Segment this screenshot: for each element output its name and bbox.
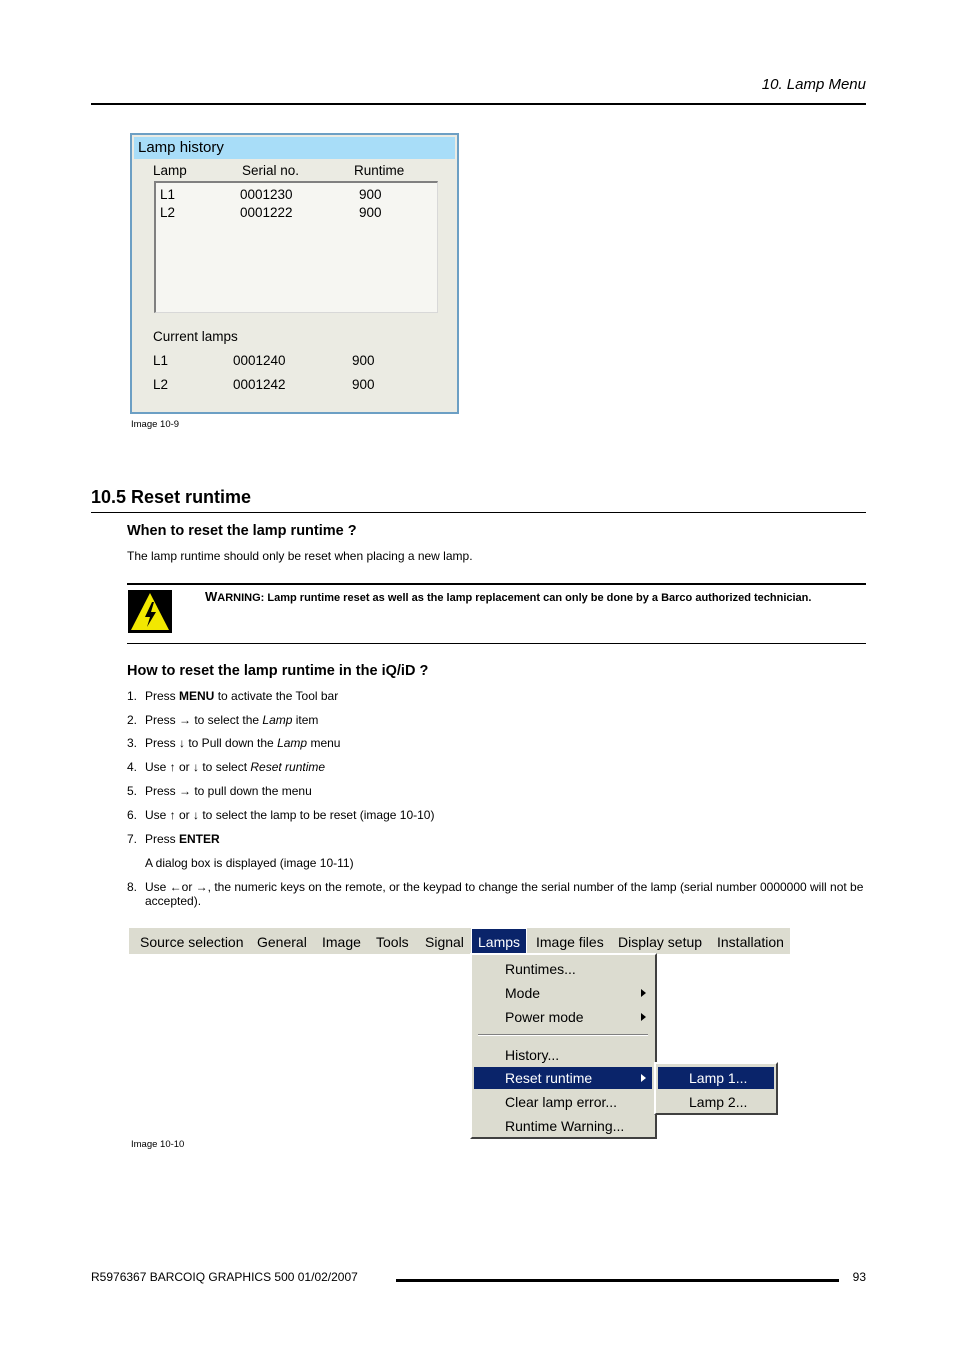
history-serial: 0001230 bbox=[240, 187, 293, 202]
step-text: Press ENTER bbox=[145, 832, 220, 846]
warning-lightning-icon bbox=[128, 590, 172, 633]
menu-tools[interactable]: Tools bbox=[376, 934, 409, 950]
step-text: Press → to select the Lamp item bbox=[145, 713, 319, 727]
step-number: 7. bbox=[127, 832, 138, 846]
dropdown-reset-runtime[interactable]: Reset runtime bbox=[474, 1067, 652, 1089]
step-text: Press → to pull down the menu bbox=[145, 784, 312, 798]
dropdown-mode[interactable]: Mode bbox=[474, 982, 652, 1004]
warning-label: ARNING: bbox=[217, 592, 265, 604]
lamp-history-dialog bbox=[130, 133, 459, 414]
warning-top-rule bbox=[127, 583, 866, 585]
step-number: 8. bbox=[127, 880, 138, 894]
section-heading: 10.5 Reset runtime bbox=[91, 487, 252, 507]
menu-signal[interactable]: Signal bbox=[425, 934, 464, 950]
menu-installation[interactable]: Installation bbox=[717, 934, 784, 950]
menu-separator bbox=[478, 1034, 648, 1036]
warning-body: Lamp runtime reset as well as the lamp replacement can only be done by a Barco authorized technician. bbox=[264, 592, 812, 604]
step-number: 5. bbox=[127, 784, 138, 798]
step-number: 3. bbox=[127, 736, 138, 750]
dropdown-power-mode[interactable]: Power mode bbox=[474, 1006, 652, 1028]
current-lamps-label: Current lamps bbox=[153, 329, 238, 344]
history-lamp: L2 bbox=[160, 205, 176, 220]
subheading-how: How to reset the lamp runtime in the iQ/iD ? bbox=[127, 663, 429, 679]
lamps-dropdown bbox=[470, 953, 657, 1139]
current-serial: 0001242 bbox=[233, 377, 286, 392]
dropdown-runtimes[interactable]: Runtimes... bbox=[505, 961, 576, 977]
menu-bar bbox=[129, 928, 790, 954]
dropdown-clear-lamp-error[interactable]: Clear lamp error... bbox=[505, 1094, 618, 1110]
current-lamp: L1 bbox=[153, 353, 169, 368]
history-runtime: 900 bbox=[359, 205, 382, 220]
menu-general[interactable]: General bbox=[257, 934, 307, 950]
column-header-lamp: Lamp bbox=[153, 163, 187, 178]
column-header-serial: Serial no. bbox=[242, 163, 300, 178]
history-runtime: 900 bbox=[359, 187, 382, 202]
footer-rule bbox=[396, 1279, 839, 1282]
submenu-lamp-1[interactable]: Lamp 1... bbox=[658, 1067, 774, 1089]
step-number: 4. bbox=[127, 760, 138, 774]
dropdown-history[interactable]: History... bbox=[505, 1047, 560, 1063]
image-caption: Image 10-10 bbox=[131, 1139, 185, 1150]
warning-initial: W bbox=[205, 589, 218, 604]
current-lamp: L2 bbox=[153, 377, 169, 392]
submenu-lamp-2[interactable]: Lamp 2... bbox=[689, 1094, 748, 1110]
step-text: Press ↓ to Pull down the Lamp menu bbox=[145, 736, 341, 750]
history-lamp: L1 bbox=[160, 187, 176, 202]
step-text: Use ↑ or ↓ to select the lamp to be reset (image 10-10) bbox=[145, 808, 435, 822]
subheading-when: When to reset the lamp runtime ? bbox=[127, 523, 357, 539]
page-number: 93 bbox=[852, 1270, 866, 1284]
menu-image-files[interactable]: Image files bbox=[536, 934, 604, 950]
step-text: Use ↑ or ↓ to select Reset runtime bbox=[145, 760, 326, 774]
history-list[interactable] bbox=[154, 181, 438, 313]
step-text: Use ←or →, the numeric keys on the remote, or the keypad to change the serial number of the lamp (serial number 0000000 will not be accepted). bbox=[145, 880, 864, 908]
step-text: Press MENU to activate the Tool bar bbox=[145, 689, 339, 703]
submenu-arrow-icon bbox=[641, 1013, 646, 1021]
menu-lamps[interactable]: Lamps bbox=[471, 928, 527, 954]
step-number: 1. bbox=[127, 689, 138, 703]
menu-image[interactable]: Image bbox=[322, 934, 361, 950]
image-caption: Image 10-9 bbox=[131, 419, 180, 430]
history-serial: 0001222 bbox=[240, 205, 293, 220]
current-runtime: 900 bbox=[352, 377, 375, 392]
dialog-title: Lamp history bbox=[134, 137, 455, 159]
column-header-runtime: Runtime bbox=[354, 163, 405, 178]
step-number: 6. bbox=[127, 808, 138, 822]
warning-bottom-rule bbox=[127, 643, 866, 644]
dropdown-runtime-warning[interactable]: Runtime Warning... bbox=[505, 1118, 625, 1134]
warning-text bbox=[205, 589, 866, 606]
menu-source-selection[interactable]: Source selection bbox=[140, 934, 244, 950]
footer-doc-info: R5976367 BARCOIQ GRAPHICS 500 01/02/2007 bbox=[91, 1270, 358, 1284]
section-rule bbox=[91, 512, 866, 513]
step-number: 2. bbox=[127, 713, 138, 727]
menu-display-setup[interactable]: Display setup bbox=[618, 934, 703, 950]
reset-runtime-submenu bbox=[654, 1062, 778, 1115]
current-serial: 0001240 bbox=[233, 353, 286, 368]
chapter-header: 10. Lamp Menu bbox=[761, 76, 866, 93]
submenu-arrow-icon bbox=[641, 989, 646, 997]
current-runtime: 900 bbox=[352, 353, 375, 368]
submenu-arrow-icon bbox=[641, 1074, 646, 1082]
header-rule bbox=[91, 103, 866, 105]
paragraph: The lamp runtime should only be reset when placing a new lamp. bbox=[127, 549, 473, 563]
